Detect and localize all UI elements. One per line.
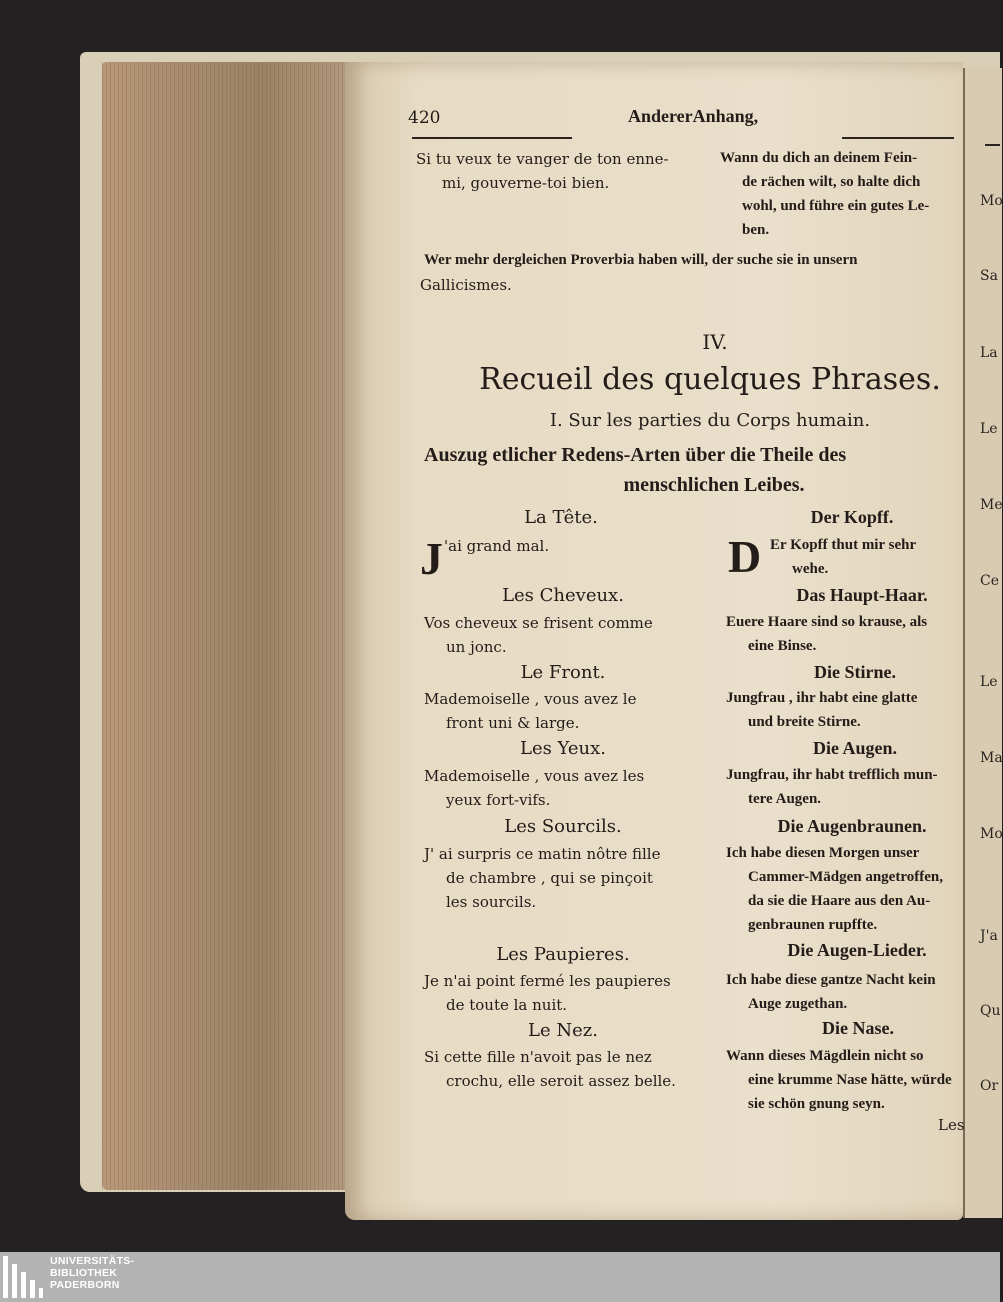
next-page-word: Ma <box>980 750 1003 766</box>
entry-heading-fr: Les Sourcils. <box>504 816 622 837</box>
proverb-note-line: Gallicismes. <box>420 276 512 294</box>
next-page-word: Or <box>980 1078 999 1094</box>
entry-fr-line: 'ai grand mal. <box>444 537 550 555</box>
library-logo-icon <box>3 1256 43 1298</box>
entry-de-line: Wann dieses Mägdlein nicht so <box>726 1048 924 1064</box>
entry-heading-de: Die Stirne. <box>814 662 896 682</box>
next-page-word: Sa <box>980 268 998 284</box>
german-title-line: Auszug etlicher Redens-Arten über die Theile des <box>424 444 847 466</box>
proverb-de-line: Wann du dich an deinem Fein- <box>720 150 918 166</box>
library-name-line: BIBLIOTHEK <box>50 1267 118 1279</box>
page-number: 420 <box>408 108 441 128</box>
header-rule-right <box>842 137 954 139</box>
entry-heading-fr: Les Yeux. <box>519 738 607 759</box>
section-number: IV. <box>702 330 728 354</box>
entry-fr-line: yeux fort-vifs. <box>446 791 551 809</box>
next-page-edge <box>963 68 1002 1218</box>
next-page-word: Le <box>980 674 998 690</box>
dropcap-de: D <box>728 531 762 582</box>
entry-heading-fr: Le Nez. <box>528 1020 598 1041</box>
entry-de-line: Er Kopff thut mir sehr <box>770 537 917 553</box>
book-page <box>345 62 963 1220</box>
library-name-line: PADERBORN <box>50 1279 120 1291</box>
entry-heading-de: Die Augenbraunen. <box>777 816 927 836</box>
entry-heading-fr: Les Cheveux. <box>502 585 624 606</box>
entry-fr-line: Mademoiselle , vous avez les <box>424 767 645 785</box>
entry-de-line: genbraunen rupffte. <box>748 917 878 933</box>
entry-fr-line: J' ai surpris ce matin nôtre fille <box>424 845 661 863</box>
entry-fr-line: Je n'ai point fermé les paupieres <box>424 972 671 990</box>
header-rule-left <box>412 137 572 139</box>
next-page-word: Ce <box>980 573 999 589</box>
entry-fr-line: Vos cheveux se frisent comme <box>424 614 653 632</box>
entry-heading-fr: La Tête. <box>524 507 598 528</box>
entry-de-line: tere Augen. <box>748 791 822 807</box>
entry-de-line: eine Binse. <box>748 638 817 654</box>
proverb-fr-line: Si tu veux te vanger de ton enne- <box>416 150 669 168</box>
proverb-de-line: de rächen wilt, so halte dich <box>742 174 921 190</box>
section-subtitle: I. Sur les parties du Corps humain. <box>549 410 871 431</box>
proverb-de-line: ben. <box>742 222 770 238</box>
dropcap-fr: J <box>420 533 443 584</box>
footer-bar <box>0 1252 1000 1302</box>
entry-de-line: Cammer-Mädgen angetroffen, <box>748 869 943 885</box>
entry-de-line: wehe. <box>792 561 829 577</box>
entry-heading-fr: Le Front. <box>520 662 606 683</box>
entry-heading-fr: Les Paupieres. <box>496 944 630 965</box>
next-page-word: Me <box>980 497 1003 513</box>
entry-de-line: und breite Stirne. <box>748 714 861 730</box>
entry-heading-de: Das Haupt-Haar. <box>796 585 928 605</box>
proverb-fr-line: mi, gouverne-toi bien. <box>442 174 610 192</box>
entry-de-line: eine krumme Nase hätte, würde <box>748 1072 952 1088</box>
entry-heading-de: Die Nase. <box>822 1018 894 1038</box>
entry-fr-line: Mademoiselle , vous avez le <box>424 690 637 708</box>
page-edges <box>102 62 364 1190</box>
entry-fr-line: de chambre , qui se pinçoit <box>446 869 653 887</box>
catchword: Les <box>938 1116 965 1134</box>
next-page-word: La <box>980 345 998 361</box>
entry-de-line: Jungfrau , ihr habt eine glatte <box>726 690 918 706</box>
entry-fr-line: Si cette fille n'avoit pas le nez <box>424 1048 652 1066</box>
running-title: AndererAnhang, <box>628 106 759 126</box>
german-title-line: menschlichen Leibes. <box>623 474 805 496</box>
section-title: Recueil des quelques Phrases. <box>479 362 941 397</box>
entry-heading-de: Der Kopff. <box>810 507 894 527</box>
entry-de-line: Ich habe diesen Morgen unser <box>726 845 920 861</box>
next-page-word: Mo <box>980 826 1003 842</box>
entry-de-line: Jungfrau, ihr habt trefflich mun- <box>726 767 938 783</box>
entry-de-line: da sie die Haare aus den Au- <box>748 893 931 909</box>
entry-fr-line: un jonc. <box>446 638 507 656</box>
entry-fr-line: les sourcils. <box>446 893 537 911</box>
entry-fr-line: front uni & large. <box>446 714 580 732</box>
entry-de-line: Euere Haare sind so krause, als <box>726 614 928 630</box>
proverb-de-line: wohl, und führe ein gutes Le- <box>742 198 930 214</box>
entry-de-line: Ich habe diese gantze Nacht kein <box>726 972 936 988</box>
library-name-line: UNIVERSITÄTS- <box>50 1255 135 1267</box>
entry-fr-line: de toute la nuit. <box>446 996 568 1014</box>
next-page-rule <box>985 144 1000 146</box>
next-page-word: Le <box>980 421 998 437</box>
next-page-word: Mo <box>980 193 1003 209</box>
next-page-word: Qu <box>980 1003 1001 1019</box>
entry-de-line: Auge zugethan. <box>748 996 848 1012</box>
next-page-word: J'a <box>980 928 998 944</box>
entry-heading-de: Die Augen-Lieder. <box>787 940 927 960</box>
proverb-note-line: Wer mehr dergleichen Proverbia haben will, der suche sie in unsern <box>424 252 858 268</box>
entry-heading-de: Die Augen. <box>812 738 898 758</box>
entry-fr-line: crochu, elle seroit assez belle. <box>446 1072 676 1090</box>
entry-de-line: sie schön gnung seyn. <box>748 1096 885 1112</box>
